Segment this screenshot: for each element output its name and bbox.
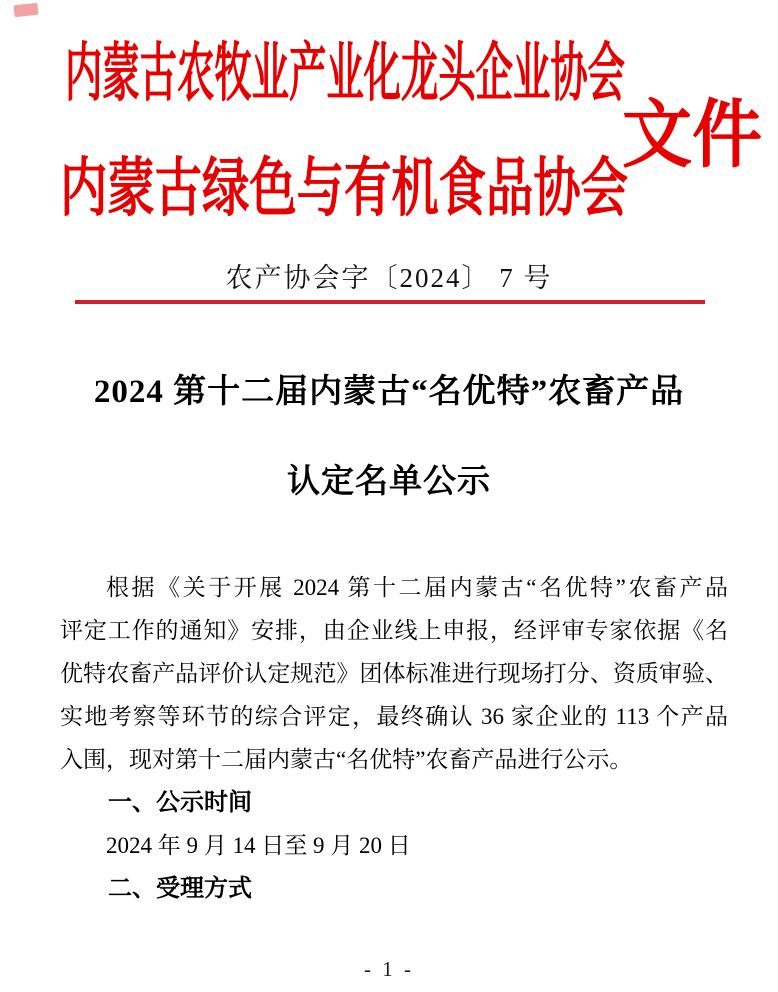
paragraph-line-5: 入围，现对第十二届内蒙古“名优特”农畜产品进行公示。 — [60, 747, 633, 772]
red-divider-line — [75, 300, 705, 304]
header-org-line1-text: 内蒙古农牧业产业化龙头企业协会 — [65, 38, 625, 109]
document-title-line1: 2024 第十二届内蒙古“名优特”农畜产品 — [93, 374, 685, 410]
document-body — [60, 566, 728, 910]
section-1-heading: 一、公示时间 — [108, 789, 252, 816]
paragraph-line-1: 根据《关于开展 2024 第十二届内蒙古“名优特”农畜产品 — [106, 575, 728, 600]
document-title-line2: 认定名单公示 — [287, 464, 491, 500]
header-org-line2 — [60, 155, 778, 223]
paragraph-line-2: 评定工作的通知》安排，由企业线上申报，经评审专家依据《名 — [60, 618, 728, 643]
paragraph-line-3: 优特农畜产品评价认定规范》团体标准进行现场打分、资质审验、 — [60, 661, 728, 686]
header-doc-type-text: 文件 — [622, 95, 762, 177]
scan-artifact-mark — [13, 3, 38, 17]
header-org-line2-text: 内蒙古绿色与有机食品协会 — [60, 153, 628, 224]
document-number: 农产协会字〔2024〕 7 号 — [225, 263, 553, 293]
paragraph-line-4: 实地考察等环节的综合评定，最终确认 36 家企业的 113 个产品 — [60, 704, 728, 729]
section-2-heading: 二、受理方式 — [108, 875, 252, 902]
section-1-date: 2024 年 9 月 14 日至 9 月 20 日 — [106, 833, 411, 858]
page-number: - 1 - — [364, 957, 414, 981]
